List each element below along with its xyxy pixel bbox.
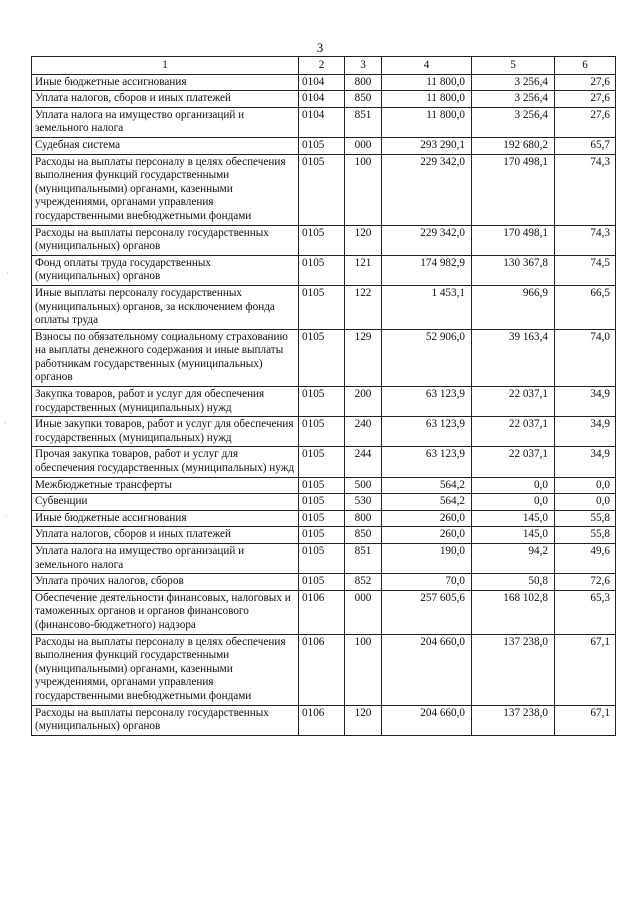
row-code-cell: 0105 [299,574,345,591]
header-row [32,57,616,75]
table-row [32,477,616,494]
table-row [32,705,616,735]
row-subcode-cell: 122 [345,285,382,329]
row-subcode-cell: 129 [345,329,382,386]
row-name-cell: Расходы на выплаты персоналу в целях обеспечения выполнения функций государственными (муниципальными) органами, казенными учреждениями, органами управления государственными внебюджетными фондами [32,154,299,225]
row-name-cell: Уплата прочих налогов, сборов [32,574,299,591]
row-name-cell: Уплата налогов, сборов и иных платежей [32,91,299,108]
row-plan-cell: 229 342,0 [382,225,472,255]
row-fact-cell: 3 256,4 [472,74,555,91]
table-row [32,329,616,386]
row-subcode-cell: 800 [345,74,382,91]
row-name-cell: Расходы на выплаты персоналу в целях обеспечения выполнения функций государственными (муниципальными) органами, казенными учреждениями, органами управления государственными внебюджетными фондами [32,634,299,705]
row-plan-cell: 293 290,1 [382,137,472,154]
row-subcode-cell: 100 [345,634,382,705]
table-row [32,574,616,591]
row-code-cell: 0104 [299,74,345,91]
row-fact-cell: 130 367,8 [472,255,555,285]
row-plan-cell: 204 660,0 [382,634,472,705]
header-col-3: 3 [345,57,382,75]
row-code-cell: 0105 [299,225,345,255]
row-percent-cell: 49,6 [555,544,616,574]
table-row [32,447,616,477]
row-fact-cell: 3 256,4 [472,107,555,137]
row-percent-cell: 74,0 [555,329,616,386]
row-fact-cell: 145,0 [472,527,555,544]
table-row [32,285,616,329]
row-subcode-cell: 244 [345,447,382,477]
row-subcode-cell: 000 [345,137,382,154]
row-name-cell: Межбюджетные трансферты [32,477,299,494]
table-row [32,255,616,285]
header-col-4: 4 [382,57,472,75]
row-fact-cell: 22 037,1 [472,387,555,417]
table-row [32,137,616,154]
row-name-cell: Иные бюджетные ассигнования [32,510,299,527]
row-subcode-cell: 120 [345,705,382,735]
row-plan-cell: 11 800,0 [382,74,472,91]
table-row [32,544,616,574]
table-row [32,590,616,634]
row-subcode-cell: 200 [345,387,382,417]
row-subcode-cell: 120 [345,225,382,255]
row-percent-cell: 74,3 [555,225,616,255]
row-percent-cell: 34,9 [555,417,616,447]
row-percent-cell: 34,9 [555,387,616,417]
row-plan-cell: 1 453,1 [382,285,472,329]
row-code-cell: 0105 [299,387,345,417]
row-fact-cell: 0,0 [472,477,555,494]
row-percent-cell: 0,0 [555,494,616,511]
row-name-cell: Обеспечение деятельности финансовых, налоговых и таможенных органов и органов финансового (финансово-бюджетного) надзора [32,590,299,634]
row-fact-cell: 39 163,4 [472,329,555,386]
row-percent-cell: 27,6 [555,91,616,108]
row-percent-cell: 27,6 [555,107,616,137]
table-row [32,154,616,225]
row-name-cell: Иные выплаты персоналу государственных (муниципальных) органов, за исключением фонда оплаты труда [32,285,299,329]
row-name-cell: Прочая закупка товаров, работ и услуг для обеспечения государственных (муниципальных) нужд [32,447,299,477]
row-fact-cell: 966,9 [472,285,555,329]
row-subcode-cell: 240 [345,417,382,447]
header-col-5: 5 [472,57,555,75]
row-percent-cell: 55,8 [555,527,616,544]
row-code-cell: 0106 [299,634,345,705]
row-name-cell: Иные закупки товаров, работ и услуг для обеспечения государственных (муниципальных) нужд [32,417,299,447]
row-name-cell: Фонд оплаты труда государственных (муниципальных) органов [32,255,299,285]
scan-mark: · [6,268,9,278]
scan-mark: · [4,418,7,428]
row-fact-cell: 145,0 [472,510,555,527]
row-percent-cell: 67,1 [555,705,616,735]
table-row [32,510,616,527]
row-fact-cell: 170 498,1 [472,225,555,255]
row-plan-cell: 70,0 [382,574,472,591]
budget-table [31,56,616,736]
table-row [32,634,616,705]
table-row [32,74,616,91]
page-number: 3 [316,40,324,55]
table-row [32,225,616,255]
row-name-cell: Расходы на выплаты персоналу государственных (муниципальных) органов [32,705,299,735]
row-code-cell: 0105 [299,329,345,386]
header-col-6: 6 [555,57,616,75]
row-code-cell: 0106 [299,590,345,634]
row-percent-cell: 74,5 [555,255,616,285]
row-fact-cell: 137 238,0 [472,634,555,705]
row-percent-cell: 27,6 [555,74,616,91]
row-name-cell: Уплата налога на имущество организаций и земельного налога [32,107,299,137]
row-name-cell: Субвенции [32,494,299,511]
row-name-cell: Уплата налогов, сборов и иных платежей [32,527,299,544]
row-plan-cell: 260,0 [382,510,472,527]
row-fact-cell: 137 238,0 [472,705,555,735]
row-fact-cell: 22 037,1 [472,447,555,477]
row-plan-cell: 11 800,0 [382,107,472,137]
row-plan-cell: 204 660,0 [382,705,472,735]
row-subcode-cell: 852 [345,574,382,591]
row-code-cell: 0105 [299,137,345,154]
row-percent-cell: 66,5 [555,285,616,329]
row-subcode-cell: 121 [345,255,382,285]
row-code-cell: 0104 [299,107,345,137]
row-code-cell: 0105 [299,494,345,511]
row-name-cell: Иные бюджетные ассигнования [32,74,299,91]
row-code-cell: 0105 [299,477,345,494]
row-code-cell: 0105 [299,285,345,329]
row-subcode-cell: 850 [345,527,382,544]
row-plan-cell: 564,2 [382,494,472,511]
row-fact-cell: 192 680,2 [472,137,555,154]
row-fact-cell: 0,0 [472,494,555,511]
row-fact-cell: 168 102,8 [472,590,555,634]
row-code-cell: 0104 [299,91,345,108]
row-plan-cell: 257 605,6 [382,590,472,634]
header-col-2: 2 [299,57,345,75]
row-percent-cell: 55,8 [555,510,616,527]
row-name-cell: Взносы по обязательному социальному страхованию на выплаты денежного содержания и иные выплаты работникам государственных (муниципальных) органов [32,329,299,386]
row-code-cell: 0105 [299,510,345,527]
row-plan-cell: 260,0 [382,527,472,544]
row-subcode-cell: 530 [345,494,382,511]
row-code-cell: 0105 [299,527,345,544]
header-col-1: 1 [32,57,299,75]
row-subcode-cell: 850 [345,91,382,108]
table-row [32,107,616,137]
row-plan-cell: 63 123,9 [382,447,472,477]
row-plan-cell: 63 123,9 [382,417,472,447]
row-code-cell: 0105 [299,255,345,285]
row-plan-cell: 564,2 [382,477,472,494]
row-plan-cell: 63 123,9 [382,387,472,417]
table-row [32,527,616,544]
row-fact-cell: 50,8 [472,574,555,591]
row-subcode-cell: 851 [345,107,382,137]
table-row [32,494,616,511]
row-name-cell: Судебная система [32,137,299,154]
row-fact-cell: 94,2 [472,544,555,574]
row-plan-cell: 52 906,0 [382,329,472,386]
row-percent-cell: 74,3 [555,154,616,225]
row-subcode-cell: 851 [345,544,382,574]
scan-mark: · [5,512,8,522]
row-name-cell: Расходы на выплаты персоналу государственных (муниципальных) органов [32,225,299,255]
row-plan-cell: 190,0 [382,544,472,574]
row-code-cell: 0106 [299,705,345,735]
row-fact-cell: 170 498,1 [472,154,555,225]
row-plan-cell: 11 800,0 [382,91,472,108]
row-percent-cell: 65,3 [555,590,616,634]
row-subcode-cell: 100 [345,154,382,225]
row-code-cell: 0105 [299,447,345,477]
row-fact-cell: 22 037,1 [472,417,555,447]
row-percent-cell: 72,6 [555,574,616,591]
row-subcode-cell: 000 [345,590,382,634]
row-percent-cell: 0,0 [555,477,616,494]
row-percent-cell: 65,7 [555,137,616,154]
row-percent-cell: 34,9 [555,447,616,477]
row-code-cell: 0105 [299,417,345,447]
row-plan-cell: 229 342,0 [382,154,472,225]
row-percent-cell: 67,1 [555,634,616,705]
row-name-cell: Уплата налога на имущество организаций и земельного налога [32,544,299,574]
row-subcode-cell: 800 [345,510,382,527]
row-plan-cell: 174 982,9 [382,255,472,285]
table-body [32,74,616,735]
row-code-cell: 0105 [299,154,345,225]
row-subcode-cell: 500 [345,477,382,494]
table-row [32,387,616,417]
row-fact-cell: 3 256,4 [472,91,555,108]
row-code-cell: 0105 [299,544,345,574]
table-row [32,91,616,108]
table-row [32,417,616,447]
row-name-cell: Закупка товаров, работ и услуг для обеспечения государственных (муниципальных) нужд [32,387,299,417]
